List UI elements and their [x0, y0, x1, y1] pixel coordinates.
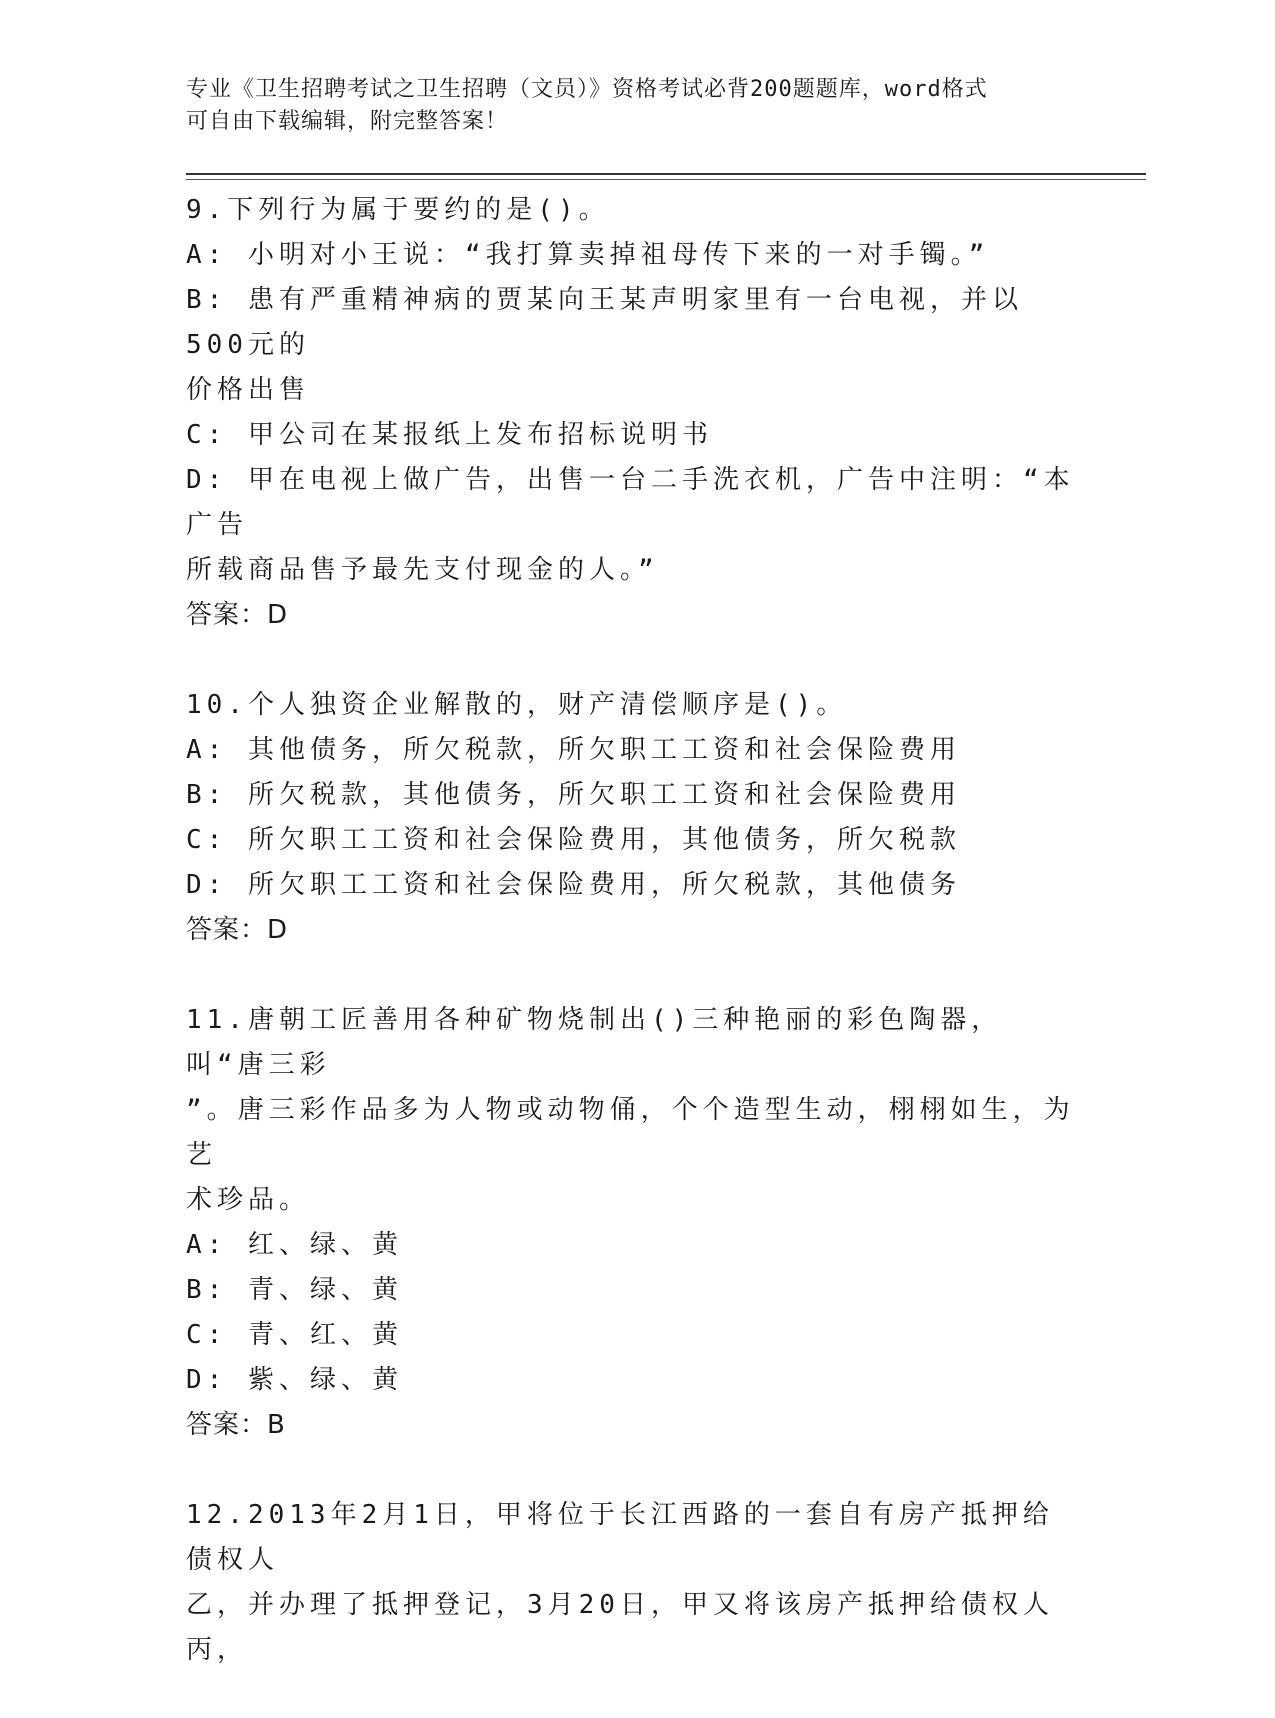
option-b: B: 所欠税款，其他债务，所欠职工工资和社会保险费用: [186, 780, 961, 810]
answer-value: D: [267, 600, 293, 630]
question-stem: 12.2013年2月1日，甲将位于长江西路的一套自有房产抵押给债权人: [186, 1500, 1054, 1575]
header-line: 专业《卫生招聘考试之卫生招聘（文员）》资格考试必背200题题库，word格式: [186, 77, 988, 102]
question-list: [186, 188, 1076, 1718]
option-a: A: 小明对小王说：“我打算卖掉祖母传下来的一对手镯。”: [186, 240, 990, 270]
question-stem-continued: ”。唐三彩作品多为人物或动物俑，个个造型生动，栩栩如生，为艺: [186, 1095, 1075, 1170]
option-a: A: 其他债务，所欠税款，所欠职工工资和社会保险费用: [186, 735, 961, 765]
option-d: D: 甲在电视上做广告，出售一台二手洗衣机，广告中注明：“本广告: [186, 465, 1075, 540]
header-divider-thin: [186, 179, 1146, 180]
option-d: D: 所欠职工工资和社会保险费用，所欠税款，其他债务: [186, 870, 961, 900]
option-c: C: 青、红、黄: [186, 1320, 403, 1350]
answer-label: 答案：: [186, 1410, 268, 1440]
option-b-continued: 价格出售: [186, 375, 311, 405]
question-stem-continued: 乙，并办理了抵押登记，3月20日，甲又将该房产抵押给债权人丙，: [186, 1590, 1054, 1665]
question-stem-continued: 术珍品。: [186, 1185, 311, 1215]
question-12: [186, 1493, 1076, 1673]
question-stem: 9.下列行为属于要约的是()。: [186, 195, 610, 225]
answer-label: 答案：: [186, 600, 268, 630]
answer-value: B: [267, 1410, 290, 1440]
option-c: C: 所欠职工工资和社会保险费用，其他债务，所欠税款: [186, 825, 961, 855]
answer-line: [186, 593, 1076, 638]
question-10: [186, 683, 1076, 953]
document-header: [186, 74, 1086, 138]
answer-line: [186, 1403, 1076, 1448]
header-divider: [186, 173, 1146, 175]
question-stem: 10.个人独资企业解散的，财产清偿顺序是()。: [186, 690, 848, 720]
question-stem: 11.唐朝工匠善用各种矿物烧制出()三种艳丽的彩色陶器，叫“唐三彩: [186, 1005, 1003, 1080]
question-9: [186, 188, 1076, 638]
answer-line: [186, 908, 1076, 953]
header-line: 可自由下载编辑，附完整答案！: [186, 109, 509, 134]
option-d: D: 紫、绿、黄: [186, 1365, 403, 1395]
option-b: B: 青、绿、黄: [186, 1275, 403, 1305]
answer-value: D: [267, 915, 293, 945]
option-b: B: 患有严重精神病的贾某向王某声明家里有一台电视，并以500元的: [186, 285, 1023, 360]
option-a: A: 红、绿、黄: [186, 1230, 403, 1260]
option-d-continued: 所载商品售予最先支付现金的人。”: [186, 555, 659, 585]
question-11: [186, 998, 1076, 1448]
option-c: C: 甲公司在某报纸上发布招标说明书: [186, 420, 713, 450]
answer-label: 答案：: [186, 915, 268, 945]
